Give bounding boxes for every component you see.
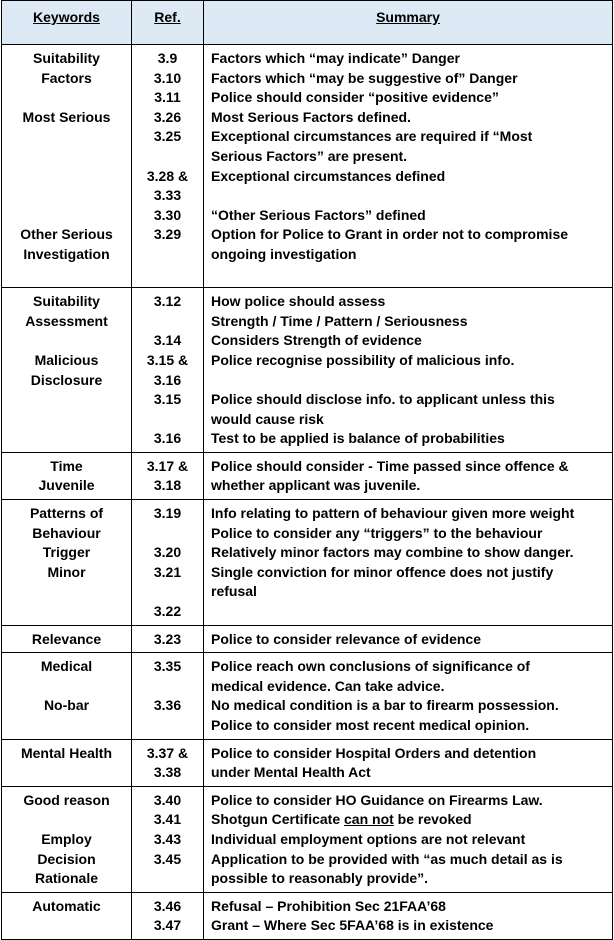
summary-line: Info relating to pattern of behaviour given more weight xyxy=(211,505,575,522)
keyword-line: Juvenile xyxy=(38,477,95,494)
keyword-line xyxy=(2,410,131,430)
keyword-line: Employ xyxy=(41,830,92,847)
summary-line: under Mental Health Act xyxy=(211,764,371,781)
summary-line xyxy=(211,186,610,206)
keyword-line: Good reason xyxy=(23,791,110,808)
ref-line xyxy=(132,312,203,332)
table-row xyxy=(2,653,613,739)
keyword-line xyxy=(2,147,131,167)
summary-line: Option for Police to Grant in order not to compromise xyxy=(211,226,569,243)
keyword-line: Patterns of xyxy=(29,505,104,522)
ref-line: 3.30 xyxy=(153,206,182,223)
keyword-line: Automatic xyxy=(32,897,101,914)
summary-cell xyxy=(204,288,613,453)
summary-line: Refusal – Prohibition Sec 21FAA’68 xyxy=(211,897,446,914)
keywords-cell xyxy=(2,653,132,739)
summary-line: Police to consider relevance of evidence xyxy=(211,630,481,647)
keywords-cell xyxy=(2,739,132,786)
ref-line: 3.46 xyxy=(153,897,182,914)
keywords-cell xyxy=(2,786,132,892)
summary-cell xyxy=(204,452,613,499)
keyword-line xyxy=(2,265,131,285)
keyword-line: Rationale xyxy=(34,870,98,887)
summary-line: Considers Strength of evidence xyxy=(211,332,422,349)
keyword-line xyxy=(2,390,131,410)
summary-line: Police reach own conclusions of significance of xyxy=(211,658,530,675)
summary-table xyxy=(1,0,613,940)
summary-line: “Other Serious Factors” defined xyxy=(211,206,426,223)
ref-line: 3.10 xyxy=(153,69,182,86)
ref-line: 3.28 & xyxy=(146,167,189,184)
ref-line: 3.11 xyxy=(154,89,181,106)
table-row xyxy=(2,786,613,892)
ref-line: 3.16 xyxy=(153,430,182,447)
ref-cell xyxy=(132,500,204,626)
keyword-line xyxy=(2,810,131,830)
summary-line: No medical condition is a bar to firearm possession. xyxy=(211,697,559,714)
ref-line xyxy=(132,147,203,167)
ref-cell xyxy=(132,625,204,653)
ref-cell xyxy=(132,288,204,453)
summary-cell xyxy=(204,500,613,626)
ref-line: 3.29 xyxy=(153,226,182,243)
text-part: Shotgun Certificate xyxy=(211,811,345,828)
keyword-line xyxy=(2,331,131,351)
summary-line: Serious Factors” are present. xyxy=(211,147,408,164)
ref-line: 3.37 & xyxy=(146,744,189,761)
summary-line: Application to be provided with “as much detail as is xyxy=(211,850,563,867)
keyword-line xyxy=(2,186,131,206)
ref-cell xyxy=(132,45,204,288)
table-row xyxy=(2,892,613,939)
summary-line: Factors which “may be suggestive of” Danger xyxy=(211,69,518,86)
keyword-line: Suitability xyxy=(33,50,100,66)
ref-line xyxy=(132,716,203,736)
ref-line: 3.21 xyxy=(153,563,182,580)
ref-cell xyxy=(132,452,204,499)
keywords-cell xyxy=(2,625,132,653)
table-row xyxy=(2,500,613,626)
summary-line: Single conviction for minor offence does not justify xyxy=(211,563,554,580)
keywords-cell xyxy=(2,500,132,626)
ref-line: 3.47 xyxy=(153,917,182,934)
ref-line: 3.35 xyxy=(153,658,182,675)
keyword-line: Mental Health xyxy=(20,744,112,761)
ref-line: 3.40 xyxy=(153,791,182,808)
keyword-line: Most Serious xyxy=(22,108,111,125)
summary-line: Strength / Time / Pattern / Seriousness xyxy=(211,312,468,329)
table-row xyxy=(2,625,613,653)
ref-cell xyxy=(132,786,204,892)
summary-line: Factors which “may indicate” Danger xyxy=(211,50,460,66)
ref-line xyxy=(132,677,203,697)
summary-line: Police should disclose info. to applicant unless this xyxy=(211,391,555,408)
ref-line: 3.33 xyxy=(153,187,182,204)
ref-line: 3.20 xyxy=(153,544,182,561)
ref-line: 3.14 xyxy=(153,332,182,349)
keyword-line: Suitability xyxy=(33,293,100,310)
keyword-line xyxy=(2,716,131,736)
keyword-line: Malicious xyxy=(34,351,99,368)
summary-line: Individual employment options are not relevant xyxy=(211,830,526,847)
ref-cell xyxy=(132,739,204,786)
summary-line: medical evidence. Can take advice. xyxy=(211,677,445,694)
table-row xyxy=(2,452,613,499)
keyword-line xyxy=(2,677,131,697)
keyword-line xyxy=(2,602,131,622)
keyword-line xyxy=(2,582,131,602)
keyword-line xyxy=(2,167,131,187)
summary-line xyxy=(211,371,610,391)
ref-line: 3.19 xyxy=(153,505,182,522)
keyword-line: Other Serious xyxy=(20,226,113,243)
underlined-text: can not xyxy=(344,811,394,828)
keyword-line xyxy=(2,206,131,226)
keyword-line: Factors xyxy=(41,69,92,86)
summary-cell xyxy=(204,892,613,939)
ref-cell xyxy=(132,653,204,739)
keyword-line: Relevance xyxy=(31,630,102,647)
ref-line xyxy=(132,582,203,602)
summary-line: Police recognise possibility of malicious info. xyxy=(211,351,515,368)
table-body xyxy=(2,45,613,940)
keyword-line xyxy=(2,916,131,936)
summary-line: Police should consider - Time passed since offence & xyxy=(211,457,569,474)
keyword-line xyxy=(2,88,131,108)
ref-line: 3.23 xyxy=(153,630,182,647)
summary-line: refusal xyxy=(211,583,257,600)
summary-line: Relatively minor factors may combine to show danger. xyxy=(211,544,574,561)
keyword-line xyxy=(2,429,131,449)
summary-cell xyxy=(204,45,613,288)
summary-line: Police should consider “positive evidence” xyxy=(211,89,499,106)
table-row xyxy=(2,288,613,453)
summary-header: Summary xyxy=(204,1,613,45)
summary-line: Police to consider most recent medical opinion. xyxy=(211,717,530,733)
ref-line: 3.16 xyxy=(153,371,182,388)
ref-line: 3.9 xyxy=(157,50,178,66)
ref-line: 3.43 xyxy=(153,830,182,847)
summary-cell xyxy=(204,739,613,786)
summary-line: Test to be applied is balance of probabilities xyxy=(211,430,505,447)
summary-line xyxy=(211,810,610,830)
keywords-cell xyxy=(2,45,132,288)
summary-line: would cause risk xyxy=(211,410,324,427)
keyword-line: Assessment xyxy=(25,312,108,329)
keyword-line: Investigation xyxy=(23,245,110,262)
summary-line: whether applicant was juvenile. xyxy=(211,477,421,494)
summary-cell xyxy=(204,786,613,892)
summary-line: Exceptional circumstances are required if “Most xyxy=(211,128,533,145)
keyword-line: No-bar xyxy=(43,697,90,714)
summary-line: Grant – Where Sec 5FAA’68 is in existence xyxy=(211,917,494,934)
keyword-line: Decision xyxy=(37,850,96,867)
ref-line: 3.36 xyxy=(153,697,182,714)
summary-line: How police should assess xyxy=(211,293,386,310)
ref-line: 3.26 xyxy=(153,108,182,125)
keywords-cell xyxy=(2,452,132,499)
keyword-line xyxy=(2,127,131,147)
keyword-line xyxy=(2,763,131,783)
ref-line: 3.12 xyxy=(153,293,182,310)
keyword-line: Disclosure xyxy=(30,371,103,388)
ref-line xyxy=(132,410,203,430)
ref-line: 3.25 xyxy=(153,128,182,145)
ref-header: Ref. xyxy=(132,1,204,45)
ref-line: 3.41 xyxy=(153,811,182,828)
table-row xyxy=(2,45,613,288)
summary-line: Exceptional circumstances defined xyxy=(211,167,446,184)
header-row xyxy=(2,1,613,45)
keyword-line: Medical xyxy=(40,658,93,675)
table-row xyxy=(2,739,613,786)
summary-line: Police to consider Hospital Orders and detention xyxy=(211,744,537,761)
ref-line: 3.15 xyxy=(153,391,182,408)
ref-line: 3.18 xyxy=(153,477,182,494)
ref-line: 3.17 & xyxy=(146,457,189,474)
ref-line: 3.45 xyxy=(153,850,182,867)
keyword-line: Minor xyxy=(47,563,86,580)
summary-line: ongoing investigation xyxy=(211,245,357,262)
keywords-cell xyxy=(2,288,132,453)
ref-line xyxy=(132,869,203,889)
keyword-line: Behaviour xyxy=(32,524,101,541)
keywords-cell xyxy=(2,892,132,939)
keyword-line: Trigger xyxy=(42,544,91,561)
keyword-line: Time xyxy=(50,457,83,474)
summary-cell xyxy=(204,653,613,739)
summary-line: Most Serious Factors defined. xyxy=(211,108,411,125)
summary-line xyxy=(211,602,610,622)
ref-line xyxy=(132,524,203,544)
summary-line: possible to reasonably provide”. xyxy=(211,870,429,887)
ref-line xyxy=(132,245,203,265)
summary-line: Police to consider HO Guidance on Firearms Law. xyxy=(211,791,543,808)
ref-cell xyxy=(132,892,204,939)
summary-line: Police to consider any “triggers” to the behaviour xyxy=(211,524,543,541)
ref-line: 3.15 & xyxy=(146,351,189,368)
keywords-header: Keywords xyxy=(2,1,132,45)
summary-cell xyxy=(204,625,613,653)
ref-line: 3.38 xyxy=(153,764,182,781)
ref-line: 3.22 xyxy=(153,603,182,620)
text-part: be revoked xyxy=(393,811,472,828)
